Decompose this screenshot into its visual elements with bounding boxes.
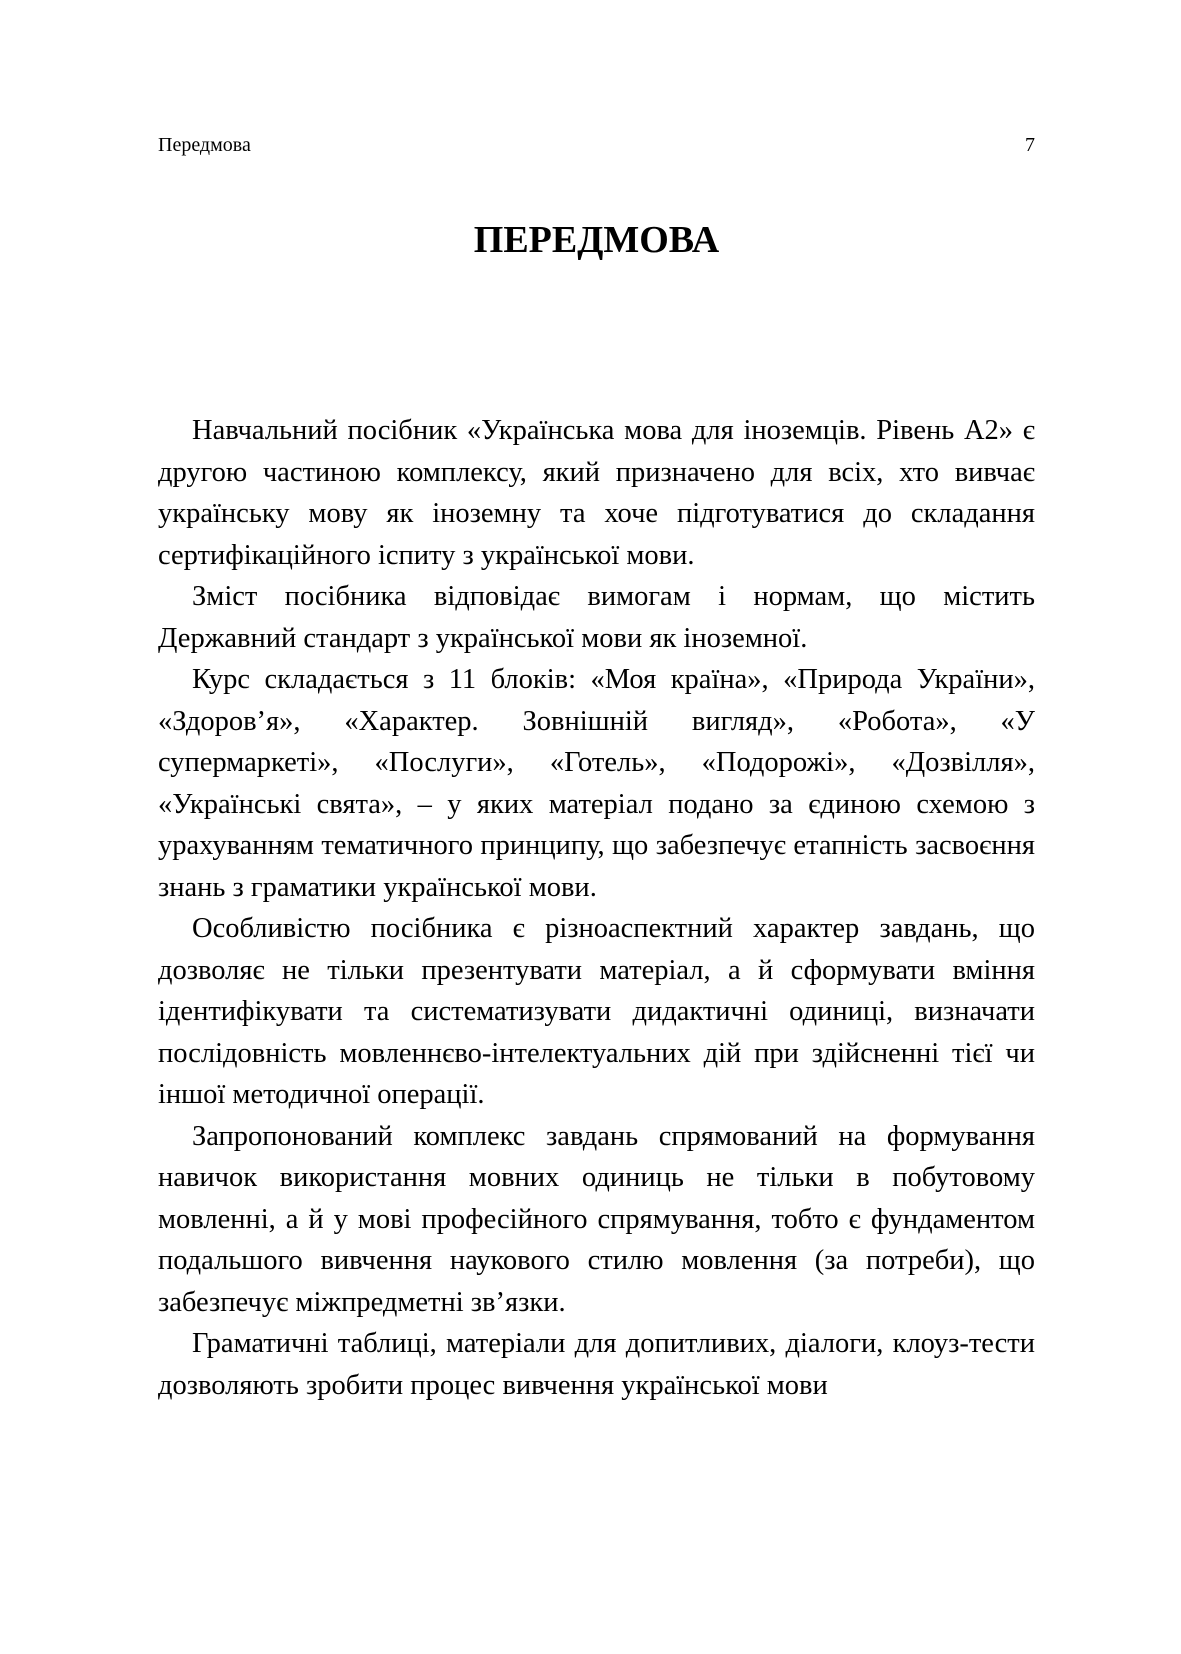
paragraph: Навчальний посібник «Українська мова для іноземців. Рівень А2» є другою частиною комплексу, який призначено для всіх, хто вивчає українську мову як іноземну та хоче підготуватися до складання сертифікаційного іспиту з української мови. xyxy=(158,415,1035,571)
running-title: Передмова xyxy=(158,134,251,156)
paragraph: Запропонований комплекс завдань спрямований на формування навичок використання мовних одиниць не тільки в побутовому мовленні, а й у мові професійного спрямування, тобто є фундаментом подальшого вивчення наукового стилю мовлення (за потреби), що забезпечує міжпредметні зв’язки. xyxy=(158,1120,1035,1318)
body-text xyxy=(158,410,1035,1406)
paragraph: Особливістю посібника є різноаспектний характер завдань, що дозволяє не тільки презентувати матеріал, а й сформувати вміння ідентифікувати та систематизувати дидактичні одиниці, визначати послідовність мовленнєво-інтелектуальних дій при здійсненні тієї чи іншої методичної операції. xyxy=(158,913,1035,1110)
page-number: 7 xyxy=(1025,134,1035,156)
chapter-title: ПЕРЕДМОВА xyxy=(473,219,720,261)
paragraph: Зміст посібника відповідає вимогам і нормам, що містить Державний стандарт з української мови як іноземної. xyxy=(158,581,1035,654)
running-head xyxy=(158,130,1035,160)
paragraph: Курс складається з 11 блоків: «Моя країна», «Природа України», «Здоров’я», «Характер. Зовнішній вигляд», «Робота», «У супермаркеті», «Послуги», «Готель», «Подорожі», «Дозвілля», «Українські свята», – у яких матеріал подано за єдиною схемою з урахуванням тематичного принципу, що забезпечує етапність засвоєння знань з граматики української мови. xyxy=(158,664,1035,903)
paragraph: Граматичні таблиці, матеріали для допитливих, діалоги, клоуз-тести дозволяють зробити процес вивчення української мови xyxy=(158,1328,1035,1401)
